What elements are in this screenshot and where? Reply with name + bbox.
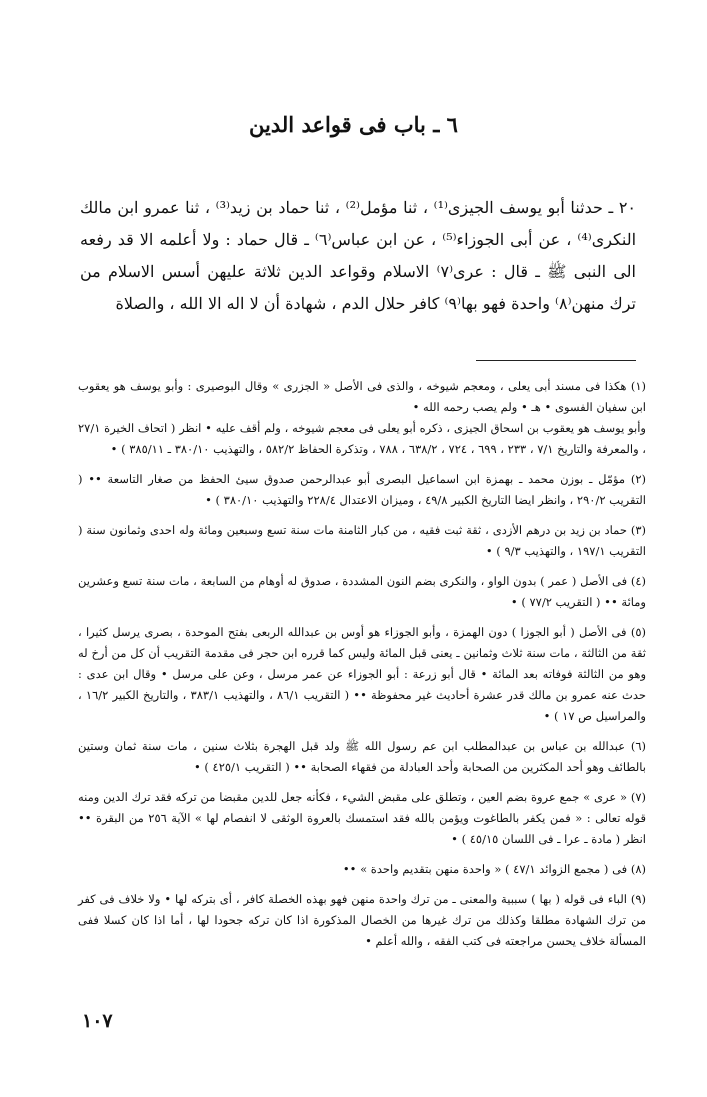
footnote-7	[78, 787, 646, 850]
footnote-paragraph	[78, 889, 646, 952]
footnote-paragraph	[78, 736, 646, 778]
footnote-text: مؤمّل ـ بوزن محمد ـ بهمزة ابن اسماعيل البصرى أبو عبدالرحمن صدوق سيئ الحفظ من صغار التاسعة •• ( التقريب ٢٩٠/٢ ، وانظر ايضا التاريخ الكبير ٤٩/٨ ، وميزان الاعتدال ٢٢٨/٤ والتهذيب ٣٨٠/١٠ ) •	[78, 472, 646, 507]
footnote-text: فى الأصل ( أبو الجوزا ) دون الهمزة ، وأبو الجوزاء هو أوس بن عبدالله الربعى بفتح الموحدة ، بصرى يرسل كثيرا ، ثقة من الثالثة ، مات سنة ثلاث وثمانين ـ يعنى قبل المائة وليس كما قرره ابن حجر فى مقدمة التقريب أن كل من أرخ له وهو من الثالثة فوفاته بعد المائة • قال أبو زرعة : أبو الجوزاء عن عمر مرسل ، وعن على مرسل • وقال ابن عدى : حدث عنه عمرو بن مالك قدر عشرة أحاديث غير محفوظة •• ( التقريب ٨٦/١ ، والتهذيب ٣٨٣/١ ، والتاريخ الكبير ١٦/٢ ، والمراسيل ص ١٧ ) •	[78, 625, 646, 723]
footnote-number: (٤)	[630, 574, 647, 588]
footnote-text: فى الأصل ( عمر ) بدون الواو ، والنكرى بضم النون المشددة ، صدوق له أوهام من السابعة ، مات سنة تسع وعشرين ومائة •• ( التقريب ٧٧/٢ ) •	[78, 574, 646, 609]
footnote-paragraph	[78, 376, 646, 418]
footnote-paragraph	[78, 520, 646, 562]
footnote-number: (٩)	[630, 892, 646, 906]
footnote-1	[78, 376, 646, 460]
footnote-5	[78, 622, 646, 727]
footnote-6	[78, 736, 646, 778]
footnote-text: عبدالله بن عباس بن عبدالمطلب ابن عم رسول الله ﷺ ولد قبل الهجرة بثلاث سنين ، مات سنة ثمان وستين بالطائف وهو أحد المكثرين من الصحابة وأحد العبادلة من فقهاء الصحابة •• ( التقريب ٤٢٥/١ ) •	[78, 739, 646, 774]
footnote-paragraph	[78, 622, 646, 727]
footnote-text: الباء فى قوله ( بها ) سببية والمعنى ـ من ترك واحدة منهن فهو بهذه الخصلة كافر ، أى بتركه لها • ولا خلاف فى كفر من ترك الشهادة مطلقا وكذلك من ترك غيرها من الخصال المذكورة اذا كان تركه جحودا لها ، أما اذا كان كسلا ففى المسألة خلاف يحسن مراجعته فى كتب الفقه ، والله أعلم •	[78, 892, 646, 948]
footnote-number: (٢)	[630, 472, 647, 486]
footnote-4	[78, 571, 646, 613]
footnote-2	[78, 469, 646, 511]
page-number: ١٠٧	[82, 1010, 113, 1032]
footnote-3	[78, 520, 646, 562]
footnote-text: حماد بن زيد بن درهم الأزدى ، ثقة ثبت فقيه ، من كبار الثامنة مات سنة تسع وسبعين ومائة وله احدى وثمانون سنة ( التقريب ١٩٧/١ ، والتهذيب ٩/٣ ) •	[78, 523, 646, 558]
footnote-number: (٨)	[630, 862, 646, 876]
hadith-text: ٢٠ ـ حدثنا أبو يوسف الجيزى⁽¹⁾ ، ثنا مؤمل⁽²⁾ ، ثنا حماد بن زيد⁽³⁾ ، ثنا عمرو ابن مالك النكرى⁽⁴⁾ ، عن أبى الجوزاء⁽⁵⁾ ، عن ابن عباس⁽٦⁾ ـ قال حماد : ولا أعلمه الا قد رفعه الى النبى ﷺ ـ قال : عرى⁽٧⁾ الاسلام وقواعد الدين ثلاثة عليهن أسس الاسلام من ترك منهن⁽٨⁾ واحدة فهو بها⁽٩⁾ كافر حلال الدم ، شهادة أن لا اله الا الله ، والصلاة	[80, 198, 637, 313]
footnote-number: (٧)	[630, 790, 647, 804]
footnote-text: هكذا فى مسند أبى يعلى ، ومعجم شيوخه ، والذى فى الأصل « الجزرى » وقال البوصيرى : وأبو يوسف هو يعقوب ابن سفيان الفسوى • هـ • ولم يصب رحمه الله •	[78, 379, 646, 414]
footnote-text: « عرى » جمع عروة بضم العين ، وتطلق على مقبض الشيء ، فكأنه جعل للدين مقبضا من تركه فقد ترك الدين ومنه قوله تعالى : « فمن يكفر بالطاغوت ويؤمن بالله فقد استمسك بالعروة الوثقى لا انفصام لها » الآية ٢٥٦ من البقرة •• انظر ( مادة ـ عرا ـ فى اللسان ٤٥/١٥ ) •	[78, 790, 646, 846]
footnote-9	[78, 889, 646, 952]
footnote-number: (١)	[630, 379, 646, 393]
footnote-paragraph: وأبو يوسف هو يعقوب بن اسحاق الجيزى ، ذكره أبو يعلى فى معجم شيوخه ، ولم أقف عليه • انظر ( اتحاف الخيرة ٢٧/١ ، والمعرفة والتاريخ ٧/١ ، ٢٣٣ ، ٦٩٩ ، ٧٢٤ ، ٦٣٨/٢ ، ٧٨٨ ، وتذكرة الحفاظ ٥٨٢/٢ ، والتهذيب ٣٨٠/١٠ ـ ٣٨٥/١١ ) •	[78, 421, 646, 456]
footnote-text: فى ( مجمع الزوائد ٤٧/١ ) « واحدة منهن بتقديم واحدة » ••	[342, 862, 628, 876]
footnote-paragraph	[78, 571, 646, 613]
footnote-number: (٦)	[630, 739, 647, 753]
chapter-title: ٦ ـ باب فى قواعد الدين	[249, 112, 458, 137]
footnote-8	[78, 859, 646, 880]
footnote-paragraph	[78, 469, 646, 511]
footnote-paragraph	[78, 787, 646, 850]
footnote-number: (٣)	[630, 523, 647, 537]
footnotes	[78, 376, 646, 961]
footnote-divider	[476, 360, 636, 361]
footnote-number: (٥)	[630, 625, 646, 639]
footnote-paragraph	[78, 859, 646, 880]
